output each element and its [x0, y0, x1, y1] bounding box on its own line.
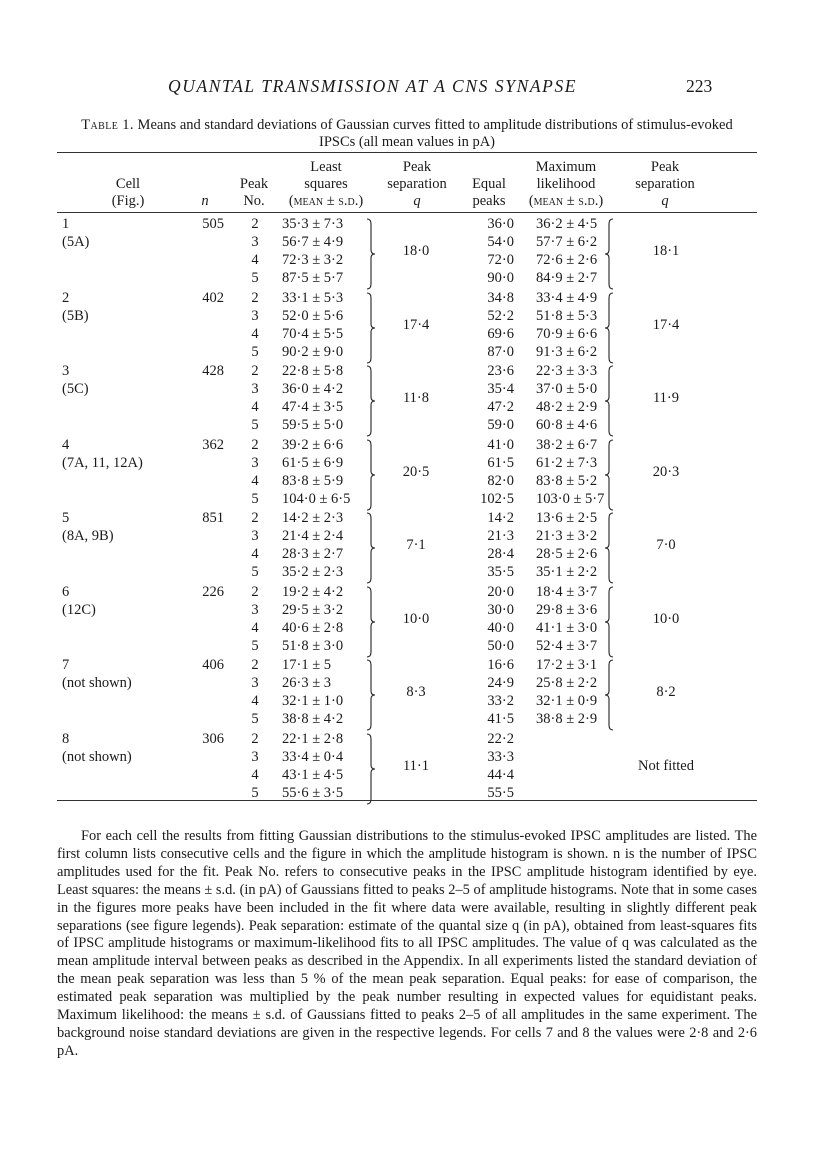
max-likelihood-value: 91·3 ± 6·2: [536, 343, 598, 360]
table-bottom-rule: [57, 800, 757, 801]
equal-peak-value: 52·2: [487, 307, 514, 324]
max-likelihood-brace: [604, 512, 614, 584]
peak-separation-ls: 8·3: [406, 684, 426, 700]
equal-peak-value: 72·0: [487, 252, 514, 268]
cell-number: 1: [62, 216, 70, 232]
peak-number: 5: [251, 417, 259, 433]
col-header-maxl-line1: Maximum: [535, 159, 597, 175]
max-likelihood-brace: [604, 439, 614, 511]
col-header-peak: [228, 176, 280, 210]
least-squares-value: 43·1 ± 4·5: [282, 766, 344, 783]
peak-separation-ls: 20·5: [402, 463, 430, 480]
peak-number: 2: [251, 363, 259, 379]
peak-separation-ls: 11·1: [402, 757, 430, 774]
cell-figure: (12C): [62, 601, 96, 618]
least-squares-value: 19·2 ± 4·2: [282, 583, 344, 600]
peak-number: 5: [251, 784, 259, 801]
least-squares-value: 104·0 ± 6·5: [282, 490, 351, 507]
equal-peak-value: 33·3: [487, 748, 514, 765]
max-likelihood-value: 70·9 ± 6·6: [536, 325, 598, 342]
cell-number: 5: [62, 510, 70, 526]
cell-figure: (7A, 11, 12A): [62, 454, 143, 471]
sample-count: 226: [202, 583, 224, 600]
cell-number: 3: [62, 363, 70, 379]
least-squares-brace: [366, 365, 376, 437]
least-squares-brace: [366, 292, 376, 364]
peak-number: 2: [251, 510, 259, 526]
equal-peak-value: 34·8: [487, 289, 514, 306]
max-likelihood-value: 25·8 ± 2·2: [536, 675, 598, 691]
least-squares-value: 40·6 ± 2·8: [282, 619, 344, 636]
col-header-peak-line1: Peak: [239, 176, 269, 192]
equal-peak-value: 90·0: [487, 270, 514, 286]
equal-peak-value: 102·5: [480, 490, 514, 507]
equal-peak-value: 24·9: [487, 675, 514, 691]
max-likelihood-value: 38·8 ± 2·9: [536, 711, 598, 727]
peak-number: 2: [251, 436, 259, 453]
max-likelihood-value: 21·3 ± 3·2: [536, 528, 598, 544]
cell-figure: (5C): [62, 381, 89, 397]
cell-figure: (5A): [62, 234, 90, 250]
peak-separation-ml: 8·2: [656, 684, 676, 700]
peak-number: 4: [251, 472, 259, 489]
equal-peak-value: 54·0: [487, 234, 514, 250]
sample-count: 406: [202, 657, 224, 673]
max-likelihood-value: 83·8 ± 5·2: [536, 472, 598, 489]
least-squares-brace: [366, 733, 376, 805]
peak-number: 4: [251, 766, 259, 783]
table-caption: [62, 117, 752, 151]
col-header-least-squares: [276, 159, 376, 210]
least-squares-value: 61·5 ± 6·9: [282, 454, 344, 471]
max-likelihood-value: 60·8 ± 4·6: [536, 417, 598, 433]
col-header-peak-separation-1: [376, 159, 458, 210]
col-header-cell: [98, 176, 158, 210]
equal-peak-value: 30·0: [487, 601, 514, 618]
peak-number: 5: [251, 270, 259, 286]
peak-number: 5: [251, 637, 259, 654]
table-title: Means and standard deviations of Gaussian curves fitted to amplitude distributions of stimulus-evoked IPSCs (all mean values in pA): [137, 117, 733, 150]
max-likelihood-value: 72·6 ± 2·6: [536, 252, 598, 268]
equal-peak-value: 36·0: [487, 216, 514, 232]
col-header-sep2-line2: separation: [635, 176, 695, 192]
least-squares-value: 87·5 ± 5·7: [282, 270, 344, 286]
equal-peak-value: 16·6: [487, 657, 514, 673]
equal-peak-value: 28·4: [487, 546, 514, 562]
cell-number: 7: [62, 657, 70, 673]
sample-count: 428: [202, 363, 224, 379]
peak-number: 3: [251, 307, 259, 324]
cell-number: 8: [62, 730, 70, 747]
sample-count: 851: [202, 510, 224, 526]
col-header-sep1-line1: Peak: [402, 159, 432, 175]
peak-separation-ls: 7·1: [406, 537, 426, 553]
peak-separation-ls: 18·0: [402, 243, 430, 259]
table-label: Table 1.: [81, 117, 134, 133]
equal-peak-value: 40·0: [487, 619, 514, 636]
cell-figure: (not shown): [62, 748, 132, 765]
peak-number: 4: [251, 693, 259, 709]
max-likelihood-value: 18·4 ± 3·7: [536, 583, 598, 600]
least-squares-value: 47·4 ± 3·5: [282, 399, 344, 415]
peak-number: 2: [251, 289, 259, 306]
least-squares-value: 83·8 ± 5·9: [282, 472, 344, 489]
col-header-maxl-line2: likelihood: [536, 176, 596, 192]
peak-separation-ls: 11·8: [402, 390, 430, 406]
cell-number: 4: [62, 436, 70, 453]
col-header-n: n: [201, 193, 209, 209]
peak-number: 4: [251, 399, 259, 415]
peak-number: 3: [251, 601, 259, 618]
least-squares-brace: [366, 586, 376, 658]
col-header-peak-separation-2: [622, 159, 708, 210]
max-likelihood-value: 51·8 ± 5·3: [536, 307, 598, 324]
peak-separation-ml: 17·4: [652, 316, 680, 333]
least-squares-value: 22·1 ± 2·8: [282, 730, 344, 747]
peak-number: 3: [251, 381, 259, 397]
equal-peak-value: 21·3: [487, 528, 514, 544]
equal-peak-value: 22·2: [487, 730, 514, 747]
least-squares-value: 36·0 ± 4·2: [282, 381, 344, 397]
peak-number: 4: [251, 546, 259, 562]
equal-peak-value: 23·6: [487, 363, 514, 379]
least-squares-brace: [366, 659, 376, 731]
sample-count: 402: [202, 289, 224, 306]
max-likelihood-value: 36·2 ± 4·5: [536, 216, 598, 232]
col-header-peak-line2: No.: [243, 193, 265, 209]
col-header-cell-line1: Cell: [115, 176, 141, 192]
equal-peak-value: 47·2: [487, 399, 514, 415]
equal-peak-value: 82·0: [487, 472, 514, 489]
least-squares-value: 39·2 ± 6·6: [282, 436, 344, 453]
max-likelihood-brace: [604, 586, 614, 658]
equal-peak-value: 41·5: [487, 711, 514, 727]
peak-separation-ml: 11·9: [652, 390, 680, 406]
peak-number: 3: [251, 675, 259, 691]
equal-peak-value: 35·5: [487, 564, 514, 580]
least-squares-value: 14·2 ± 2·3: [282, 510, 344, 526]
least-squares-value: 28·3 ± 2·7: [282, 546, 344, 562]
least-squares-value: 59·5 ± 5·0: [282, 417, 344, 433]
sample-count: 505: [202, 216, 224, 232]
cell-figure: (not shown): [62, 675, 132, 691]
equal-peak-value: 55·5: [487, 784, 514, 801]
least-squares-value: 35·2 ± 2·3: [282, 564, 344, 580]
col-header-sep2-line1: Peak: [650, 159, 680, 175]
least-squares-value: 33·1 ± 5·3: [282, 289, 344, 306]
peak-number: 5: [251, 564, 259, 580]
col-header-cell-line2: (Fig.): [111, 193, 145, 209]
least-squares-value: 56·7 ± 4·9: [282, 234, 344, 250]
equal-peak-value: 20·0: [487, 583, 514, 600]
peak-number: 3: [251, 234, 259, 250]
peak-separation-ml: 20·3: [652, 463, 680, 480]
peak-number: 3: [251, 748, 259, 765]
max-likelihood-value: 29·8 ± 3·6: [536, 601, 598, 618]
least-squares-value: 38·8 ± 4·2: [282, 711, 344, 727]
least-squares-value: 55·6 ± 3·5: [282, 784, 344, 801]
peak-separation-ml: Not fitted: [638, 757, 694, 774]
peak-number: 5: [251, 711, 259, 727]
least-squares-value: 35·3 ± 7·3: [282, 216, 344, 232]
running-head: QUANTAL TRANSMISSION AT A CNS SYNAPSE: [168, 76, 578, 96]
least-squares-value: 70·4 ± 5·5: [282, 325, 344, 342]
least-squares-value: 72·3 ± 3·2: [282, 252, 344, 268]
col-header-sep1-line2: separation: [387, 176, 447, 192]
peak-separation-ml: 18·1: [652, 243, 680, 259]
max-likelihood-value: 32·1 ± 0·9: [536, 693, 598, 709]
max-likelihood-value: 35·1 ± 2·2: [536, 564, 598, 580]
col-header-least-line1: Least: [310, 159, 342, 175]
cell-number: 2: [62, 289, 70, 306]
least-squares-brace: [366, 218, 376, 290]
table-header-rule: [57, 212, 757, 213]
sample-count: 306: [202, 730, 224, 747]
max-likelihood-brace: [604, 365, 614, 437]
max-likelihood-value: 38·2 ± 6·7: [536, 436, 598, 453]
cell-number: 6: [62, 583, 70, 600]
cell-figure: (8A, 9B): [62, 528, 114, 544]
least-squares-value: 52·0 ± 5·6: [282, 307, 344, 324]
equal-peak-value: 50·0: [487, 637, 514, 654]
max-likelihood-value: 48·2 ± 2·9: [536, 399, 598, 415]
max-likelihood-value: 37·0 ± 5·0: [536, 381, 598, 397]
equal-peak-value: 44·4: [487, 766, 514, 783]
max-likelihood-value: 33·4 ± 4·9: [536, 289, 598, 306]
least-squares-value: 29·5 ± 3·2: [282, 601, 344, 618]
max-likelihood-value: 22·3 ± 3·3: [536, 363, 598, 379]
peak-number: 4: [251, 619, 259, 636]
least-squares-value: 32·1 ± 1·0: [282, 693, 344, 709]
col-header-least-line2: squares: [304, 176, 348, 192]
equal-peak-value: 41·0: [487, 436, 514, 453]
peak-number: 2: [251, 216, 259, 232]
max-likelihood-value: 13·6 ± 2·5: [536, 510, 598, 526]
least-squares-value: 21·4 ± 2·4: [282, 528, 344, 544]
equal-peak-value: 14·2: [487, 510, 514, 526]
max-likelihood-value: 84·9 ± 2·7: [536, 270, 598, 286]
col-header-maxl-line3: (mean ± s.d.): [528, 193, 604, 209]
peak-number: 3: [251, 528, 259, 544]
page-number: 223: [686, 76, 713, 96]
max-likelihood-value: 28·5 ± 2·6: [536, 546, 598, 562]
max-likelihood-brace: [604, 292, 614, 364]
peak-number: 4: [251, 325, 259, 342]
equal-peak-value: 59·0: [487, 417, 514, 433]
table-footnote: For each cell the results from fitting Gaussian distributions to the stimulus-evoked IPSC amplitudes are listed. The first column lists consecutive cells and the figure in which the amplitude histogram is shown. n is the number of IPSC amplitudes used for the fit. Peak No. refers to consecutive peaks in the IPSC amplitude histogram identified by eye. Least squares: the means ± s.d. (in pA) of Gaussians fitted to peaks 2–5 of amplitude histograms. Note that in some cases in the figures more peaks have been included in the fit where data were available, resulting in slightly different peak separations (see figure legends). Peak separation: estimate of the quantal size q (in pA), obtained from least-squares fits of IPSC amplitude histograms or maximum-likelihood fits to all IPSC amplitudes. The value of q was calculated as the mean amplitude interval between peaks as described in the Appendix. In all experiments listed the standard deviation of the mean peak separation was less than 5 % of the mean peak separation. Equal peaks: for ease of comparison, the estimated peak separation was multiplied by the peak number resulting in expected values for equidistant peaks. Maximum likelihood: the means ± s.d. of Gaussians fitted to peaks 2–5 of all amplitudes in the same experiment. The background noise standard deviations are given in the respective legends. For cells 7 and 8 the values were 2·8 and 2·6 pA.: [57, 828, 757, 1059]
peak-separation-ml: 7·0: [656, 537, 676, 553]
max-likelihood-value: 61·2 ± 7·3: [536, 454, 598, 471]
table-top-rule: [57, 152, 757, 153]
peak-separation-ls: 10·0: [402, 610, 430, 627]
peak-number: 5: [251, 343, 259, 360]
equal-peak-value: 33·2: [487, 693, 514, 709]
sample-count: 362: [202, 436, 224, 453]
cell-figure: (5B): [62, 307, 89, 324]
peak-number: 3: [251, 454, 259, 471]
col-header-sep1-line3: q: [413, 193, 421, 209]
peak-separation-ls: 17·4: [402, 316, 430, 333]
least-squares-brace: [366, 512, 376, 584]
least-squares-value: 33·4 ± 0·4: [282, 748, 344, 765]
max-likelihood-brace: [604, 659, 614, 731]
least-squares-value: 22·8 ± 5·8: [282, 363, 344, 379]
col-header-equal-line1: Equal: [472, 176, 506, 192]
least-squares-value: 26·3 ± 3: [282, 675, 332, 691]
col-header-equal-peaks: [462, 176, 516, 210]
peak-number: 5: [251, 490, 259, 507]
col-header-least-line3: (mean ± s.d.): [288, 193, 364, 209]
peak-number: 2: [251, 730, 259, 747]
peak-number: 4: [251, 252, 259, 268]
peak-number: 2: [251, 657, 259, 673]
max-likelihood-value: 57·7 ± 6·2: [536, 234, 598, 250]
max-likelihood-value: 103·0 ± 5·7: [536, 490, 605, 507]
equal-peak-value: 35·4: [487, 381, 514, 397]
max-likelihood-value: 17·2 ± 3·1: [536, 657, 598, 673]
max-likelihood-value: 41·1 ± 3·0: [536, 619, 598, 636]
col-header-sep2-line3: q: [661, 193, 669, 209]
col-header-max-likelihood: [514, 159, 618, 210]
least-squares-value: 51·8 ± 3·0: [282, 637, 344, 654]
equal-peak-value: 61·5: [487, 454, 514, 471]
peak-number: 2: [251, 583, 259, 600]
least-squares-value: 90·2 ± 9·0: [282, 343, 344, 360]
least-squares-brace: [366, 439, 376, 511]
max-likelihood-brace: [604, 218, 614, 290]
max-likelihood-value: 52·4 ± 3·7: [536, 637, 598, 654]
equal-peak-value: 87·0: [487, 343, 514, 360]
peak-separation-ml: 10·0: [652, 610, 680, 627]
least-squares-value: 17·1 ± 5: [282, 657, 332, 673]
equal-peak-value: 69·6: [487, 325, 514, 342]
col-header-equal-line2: peaks: [472, 193, 506, 209]
